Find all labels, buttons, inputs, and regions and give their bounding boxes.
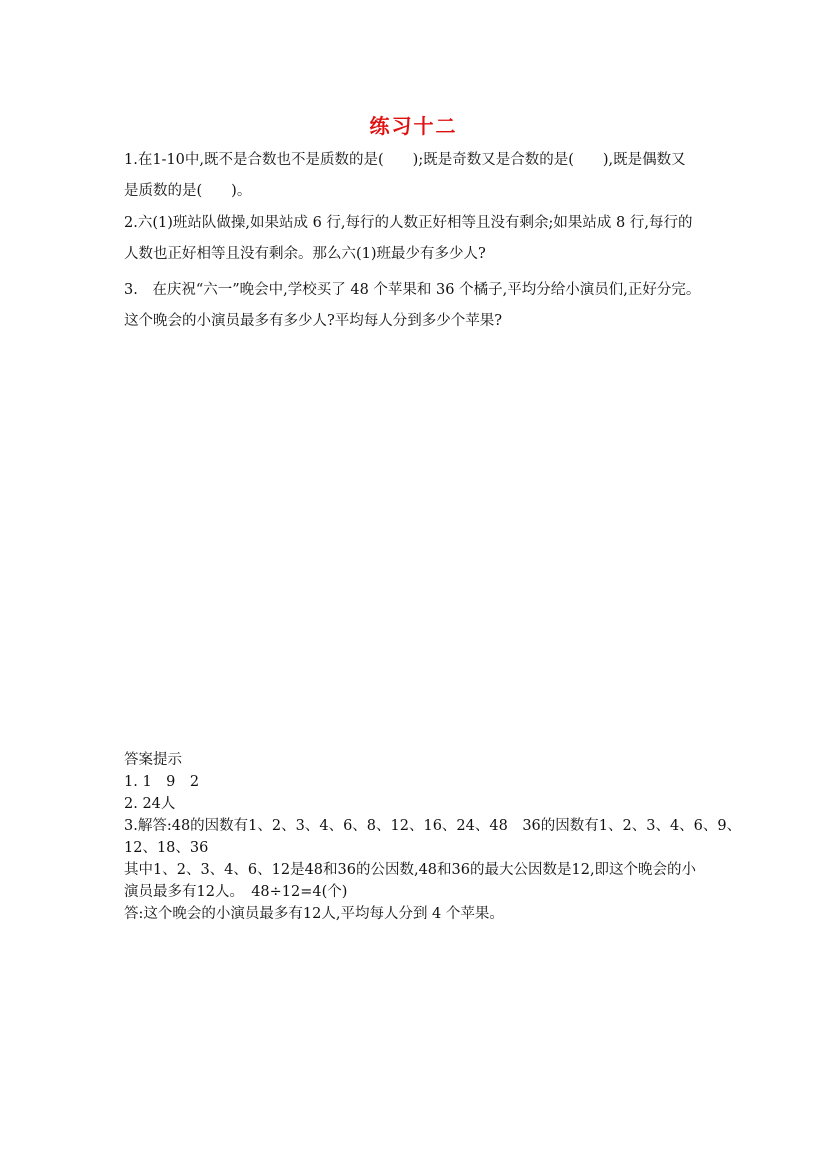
question-3-line-1: 3. 在庆祝“六一”晚会中,学校买了 48 个苹果和 36 个橘子,平均分给小演员们,正好分完。 — [124, 282, 701, 298]
answer-section — [124, 749, 742, 925]
answer-line: 答:这个晚会的小演员最多有12人,平均每人分到 4 个苹果。 — [124, 906, 504, 922]
answer-line: 1. 1 9 2 — [124, 774, 200, 790]
answer-heading: 答案提示 — [124, 752, 182, 768]
question-3-line-2: 这个晚会的小演员最多有多少人?平均每人分到多少个苹果? — [124, 313, 503, 329]
question-2 — [124, 208, 724, 270]
question-2-line-2: 人数也正好相等且没有剩余。那么六(1)班最少有多少人? — [124, 246, 486, 262]
answer-line: 演员最多有12人。 48÷12=4(个) — [124, 884, 348, 900]
answer-line: 其中1、2、3、4、6、12是48和36的公因数,48和36的最大公因数是12,即这个晚会的小 — [124, 862, 697, 878]
answer-line: 2. 24人 — [124, 796, 176, 812]
question-1-line-1: 1.在1-10中,既不是合数也不是质数的是( );既是奇数又是合数的是( ),既是偶数又 — [124, 152, 686, 168]
page-title: 练习十二 — [369, 114, 458, 138]
question-2-line-1: 2.六(1)班站队做操,如果站成 6 行,每行的人数正好相等且没有剩余;如果站成 8 行,每行的 — [124, 215, 693, 231]
question-1 — [124, 145, 724, 207]
answer-line: 12、18、36 — [124, 840, 209, 856]
answer-line: 3.解答:48的因数有1、2、3、4、6、8、12、16、24、48 36的因数有1、2、3、4、6、9、 — [124, 818, 742, 834]
question-1-line-2: 是质数的是( )。 — [124, 183, 252, 199]
question-3 — [124, 275, 724, 337]
